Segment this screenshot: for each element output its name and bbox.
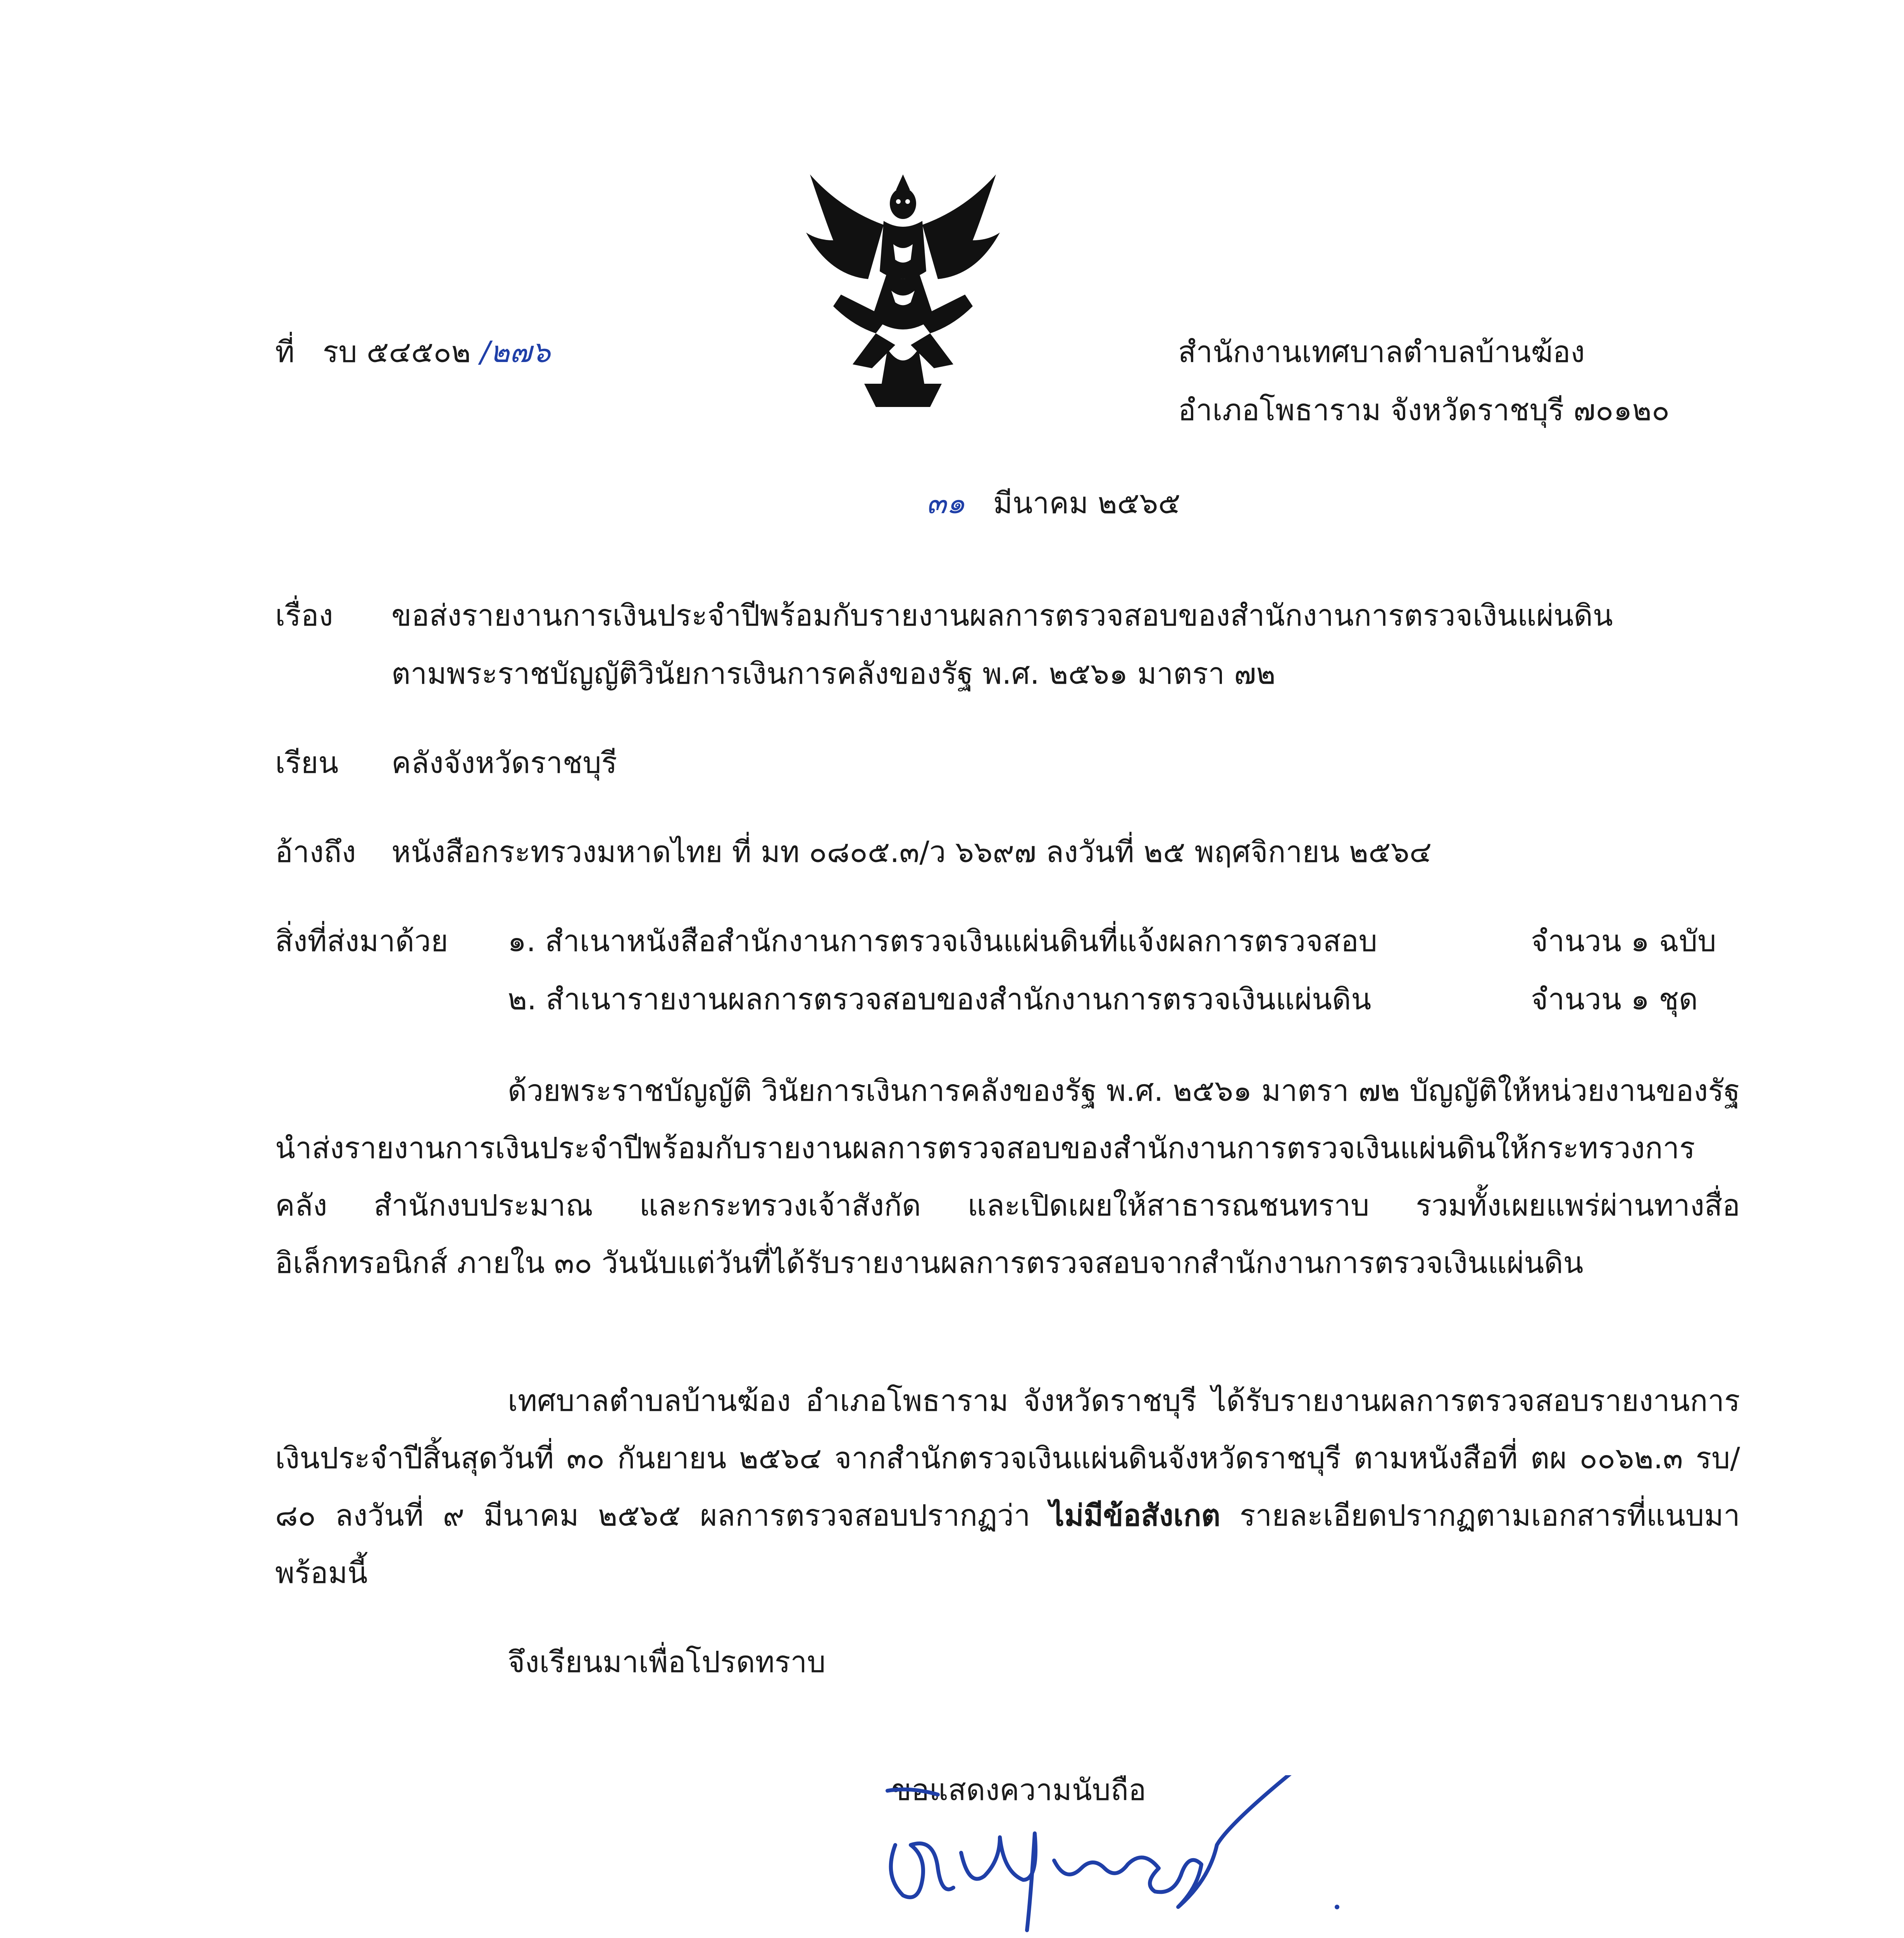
- subject-line-2: ตามพระราชบัญญัติวินัยการเงินการคลังของรัฐ พ.ศ. ๒๕๖๑ มาตรา ๗๒: [391, 656, 1276, 691]
- body-paragraph-2-tail: รายละเอียดปรากฏตามเอกสารที่แนบมาพร้อมนี้: [275, 1498, 1740, 1590]
- org-address: อำเภอโพธาราม จังหวัดราชบุรี ๗๐๑๒๐: [1178, 393, 1670, 427]
- ref-handwritten-number: /๒๗๖: [480, 334, 551, 369]
- garuda-emblem-icon: [794, 167, 1011, 415]
- reference-value: หนังสือกระทรวงมหาดไทย ที่ มท ๐๘๐๕.๓/ว ๖๖๙๗ ลงวันที่ ๒๕ พฤศจิกายน ๒๕๖๔: [391, 835, 1432, 869]
- enclosure-item-2-qty: จำนวน ๑ ชุด: [1531, 982, 1698, 1016]
- subject-line-1: ขอส่งรายงานการเงินประจำปีพร้อมกับรายงานผลการตรวจสอบของสำนักงานการตรวจเงินแผ่นดิน: [391, 598, 1613, 633]
- body-paragraph-2-text: เทศบาลตำบลบ้านฆ้อง อำเภอโพธาราม จังหวัดราชบุรี ได้รับรายงานผลการตรวจสอบรายงานการเงินประจำปีสิ้นสุดวันที่ ๓๐ กันยายน ๒๕๖๔ จากสำนักตรวจเงินแผ่นดินจังหวัดราชบุรี ตามหนังสือที่ ตผ ๐๐๖๒.๓ รบ/๘๐ ลงวันที่ ๙ มีนาคม ๒๕๖๕ ผลการตรวจสอบปรากฏว่า: [275, 1383, 1740, 1533]
- body-paragraph-2: [275, 1372, 1740, 1602]
- date-month-year: มีนาคม ๒๕๖๕: [993, 486, 1180, 520]
- enclosure-item-1: ๑. สำเนาหนังสือสำนักงานการตรวจเงินแผ่นดินที่แจ้งผลการตรวจสอบ: [508, 924, 1377, 958]
- to-label: เรียน: [275, 745, 339, 780]
- org-name: สำนักงานเทศบาลตำบลบ้านฆ้อง: [1178, 334, 1585, 369]
- to-value: คลังจังหวัดราชบุรี: [391, 745, 617, 780]
- subject-label: เรื่อง: [275, 598, 333, 633]
- handwritten-signature-icon: [872, 1775, 1395, 1938]
- body-paragraph-1: ด้วยพระราชบัญญัติ วินัยการเงินการคลังของรัฐ พ.ศ. ๒๕๖๑ มาตรา ๗๒ บัญญัติให้หน่วยงานของรัฐนำส่งรายงานการเงินประจำปีพร้อมกับรายงานผลการตรวจสอบของสำนักงานการตรวจเงินแผ่นดินให้กระทรวงการคลัง สำนักงบประมาณ และกระทรวงเจ้าสังกัด และเปิดเผยให้สาธารณชนทราบ รวมทั้งเผยแพร่ผ่านทางสื่ออิเล็กทรอนิกส์ ภายใน ๓๐ วันนับแต่วันที่ได้รับรายงานผลการตรวจสอบจากสำนักงานการตรวจเงินแผ่นดิน: [275, 1073, 1740, 1280]
- reference-number: [275, 333, 550, 370]
- no-findings-emphasis: ไม่มีข้อสังเกต: [1049, 1498, 1220, 1533]
- ref-number: รบ ๕๔๕๐๒: [322, 334, 471, 369]
- date-day-handwritten: ๓๑: [926, 486, 965, 520]
- enclosure-item-2: ๒. สำเนารายงานผลการตรวจสอบของสำนักงานการตรวจเงินแผ่นดิน: [508, 982, 1372, 1016]
- enclosures-label: สิ่งที่ส่งมาด้วย: [275, 924, 448, 958]
- reference-label: อ้างถึง: [275, 835, 356, 869]
- ref-label: ที่: [275, 334, 295, 369]
- regards-text: ขอแสดงความนับถือ: [891, 1772, 1146, 1807]
- enclosure-item-1-qty: จำนวน ๑ ฉบับ: [1531, 924, 1716, 958]
- document-date: [926, 484, 1180, 521]
- closing-line: จึงเรียนมาเพื่อโปรดทราบ: [508, 1645, 826, 1679]
